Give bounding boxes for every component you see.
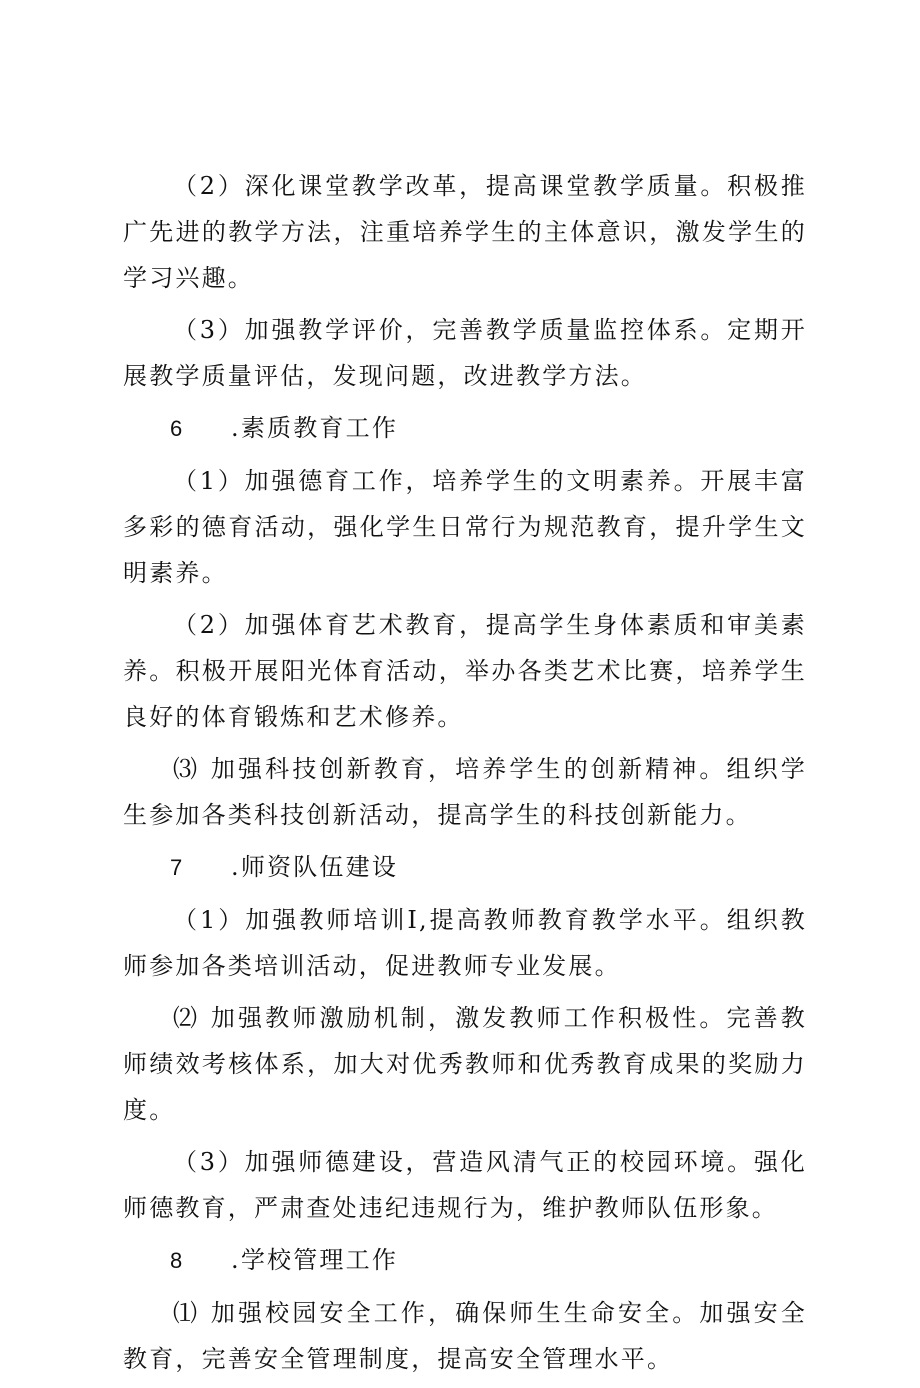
paragraph-teacher-ethics: （3）加强师德建设，营造风清气正的校园环境。强化师德教育，严肃查处违纪违规行为，维护教师队伍形象。 [123,1148,807,1222]
paragraph-teacher-incentive: ⑵ 加强教师激励机制，激发教师工作积极性。完善教师绩效考核体系，加大对优秀教师和优秀教育成果的奖励力度。 [123,1004,807,1124]
section-heading-6 [123,405,807,452]
paragraph-teaching-evaluation: （3）加强教学评价，完善教学质量监控体系。定期开展教学质量评估，发现问题，改进教学方法。 [123,316,807,390]
section-title: .师资队伍建设 [231,853,399,881]
paragraph-teacher-training: （1）加强教师培训I,提高教师教育教学水平。组织教师参加各类培训活动，促进教师专业发展。 [123,906,807,980]
section-heading-8 [123,1237,807,1284]
paragraph-sports-arts: （2）加强体育艺术教育，提高学生身体素质和审美素养。积极开展阳光体育活动，举办各类艺术比赛，培养学生良好的体育锻炼和艺术修养。 [123,611,807,731]
section-number: 6 [170,416,185,441]
section-number: 7 [170,855,185,880]
section-title: .素质教育工作 [231,414,399,442]
paragraph-moral-education: （1）加强德育工作，培养学生的文明素养。开展丰富多彩的德育活动，强化学生日常行为规范教育，提升学生文明素养。 [123,467,807,587]
paragraph-teaching-reform: （2）深化课堂教学改革，提高课堂教学质量。积极推广先进的教学方法，注重培养学生的主体意识，激发学生的学习兴趣。 [123,172,807,292]
document-body [123,163,807,1388]
paragraph-campus-safety: ⑴ 加强校园安全工作，确保师生生命安全。加强安全教育，完善安全管理制度，提高安全管理水平。 [123,1299,807,1373]
paragraph-tech-innovation: ⑶ 加强科技创新教育，培养学生的创新精神。组织学生参加各类科技创新活动，提高学生的科技创新能力。 [123,755,807,829]
section-title: .学校管理工作 [231,1246,399,1274]
section-number: 8 [170,1248,185,1273]
section-heading-7 [123,844,807,891]
